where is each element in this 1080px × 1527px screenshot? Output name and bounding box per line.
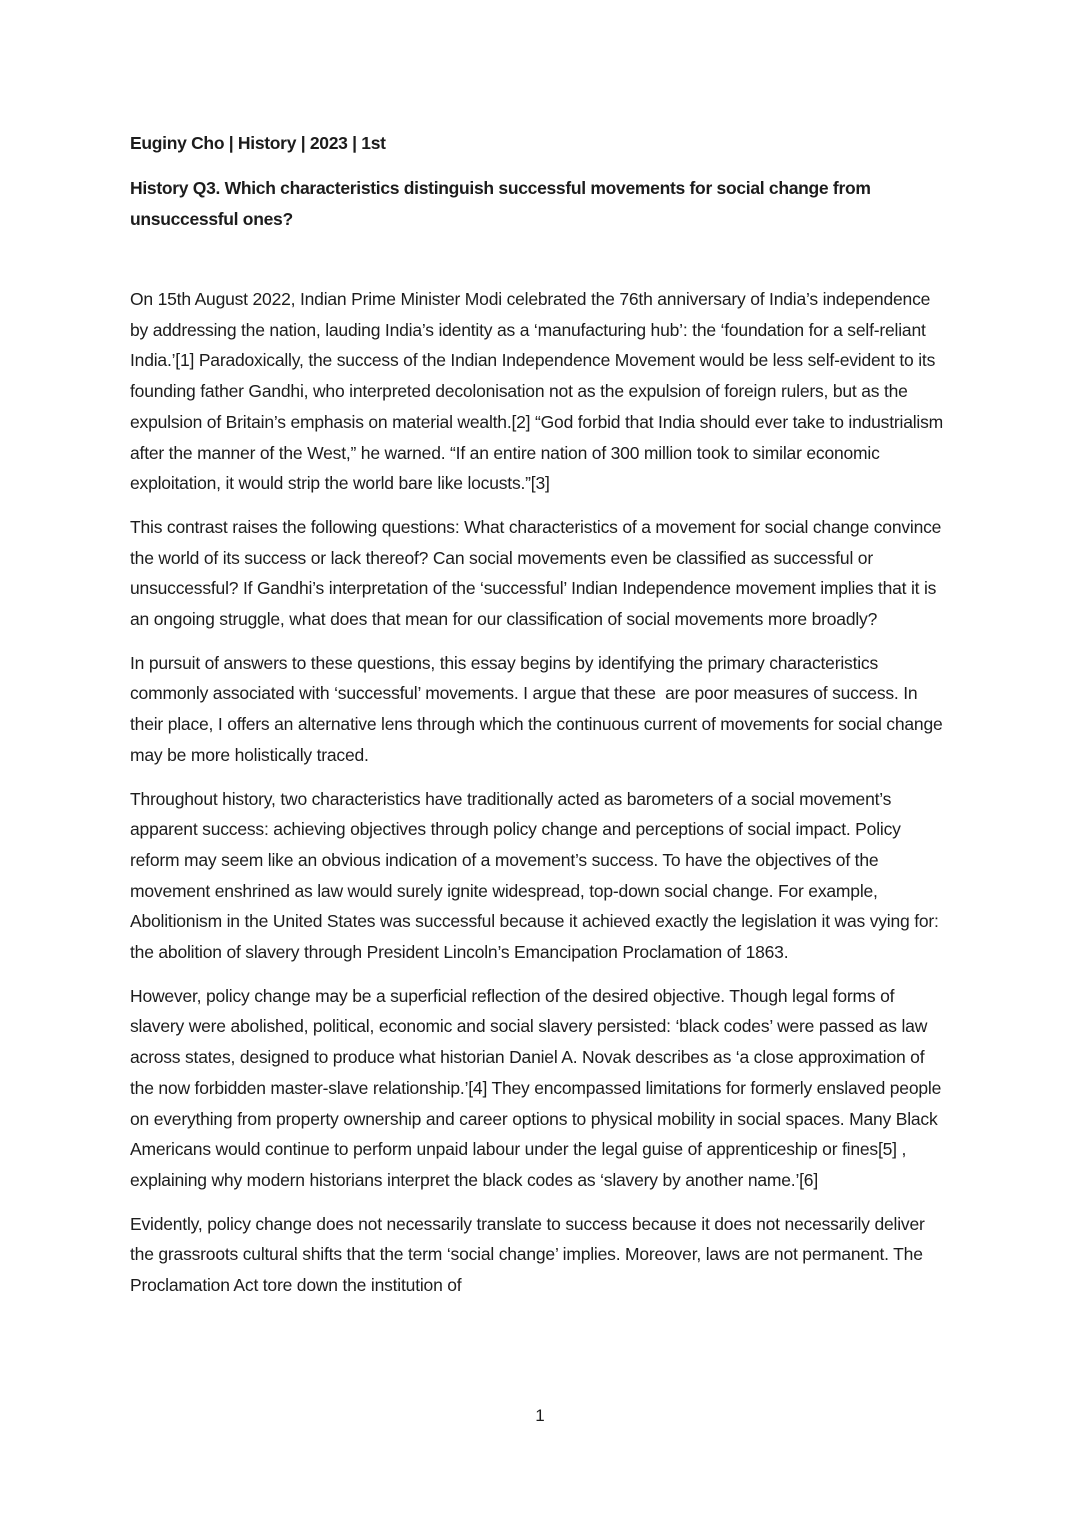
document-byline: Euginy Cho | History | 2023 | 1st bbox=[130, 133, 386, 153]
page-number: 1 bbox=[535, 1406, 545, 1425]
essay-paragraph: Evidently, policy change does not necessarily translate to success because it does not necessarily deliver the grassroots cultural shifts that the term ‘social change’ implies. Moreover, laws are not permanent. The Proclamation Act tore down the institution of bbox=[130, 1213, 925, 1296]
essay-paragraph: On 15th August 2022, Indian Prime Minister Modi celebrated the 76th anniversary of India’s independence by addressing the nation, lauding India’s identity as a ‘manufacturing hub’: the ‘foundation for a self-reliant India.’[1] Paradoxically, the success of the Indian Independence Movement would be less self-evident to its founding father Gandhi, who interpreted decolonisation not as the expulsion of foreign rulers, but as the expulsion of Britain’s emphasis on material wealth.[2] “God forbid that India should ever take to industrialism after the manner of the West,” he warned. “If an entire nation of 300 million took to similar economic exploitation, it would strip the world bare like locusts.”[3] bbox=[130, 289, 944, 494]
essay-body bbox=[130, 284, 945, 1301]
essay-question-title: History Q3. Which characteristics distinguish successful movements for social change from unsuccessful ones? bbox=[130, 178, 871, 229]
essay-paragraph: In pursuit of answers to these questions, this essay begins by identifying the primary characteristics commonly associated with ‘successful’ movements. I argue that these are poor measures of success. In their place, I offers an alternative lens through which the continuous current of movements for social change may be more holistically traced. bbox=[130, 652, 943, 765]
essay-paragraph: However, policy change may be a superficial reflection of the desired objective. Though legal forms of slavery were abolished, political, economic and social slavery persisted: ‘black codes’ were passed as law across states, designed to produce what historian Daniel A. Novak describes as ‘a close approximation of the now forbidden master-slave relationship.’[4] They encompassed limitations for formerly enslaved people on everything from property ownership and career options to physical mobility in social spaces. Many Black Americans would continue to perform unpaid labour under the legal guise of apprenticeship or fines[5] , explaining why modern historians interpret the black codes as ‘slavery by another name.’[6] bbox=[130, 985, 942, 1190]
essay-paragraph: Throughout history, two characteristics have traditionally acted as barometers of a social movement’s apparent success: achieving objectives through policy change and perceptions of social impact. Policy reform may seem like an obvious indication of a movement’s success. To have the objectives of the movement enshrined as law would surely ignite widespread, top-down social change. For example, Abolitionism in the United States was successful because it achieved exactly the legislation it was vying for: the abolition of slavery through President Lincoln’s Emancipation Proclamation of 1863. bbox=[130, 788, 939, 963]
essay-paragraph: This contrast raises the following questions: What characteristics of a movement for social change convince the world of its success or lack thereof? Can social movements even be classified as successful or unsuccessful? If Gandhi’s interpretation of the ‘successful’ Indian Independence movement implies that it is an ongoing struggle, what does that mean for our classification of social movements more broadly? bbox=[130, 516, 942, 630]
